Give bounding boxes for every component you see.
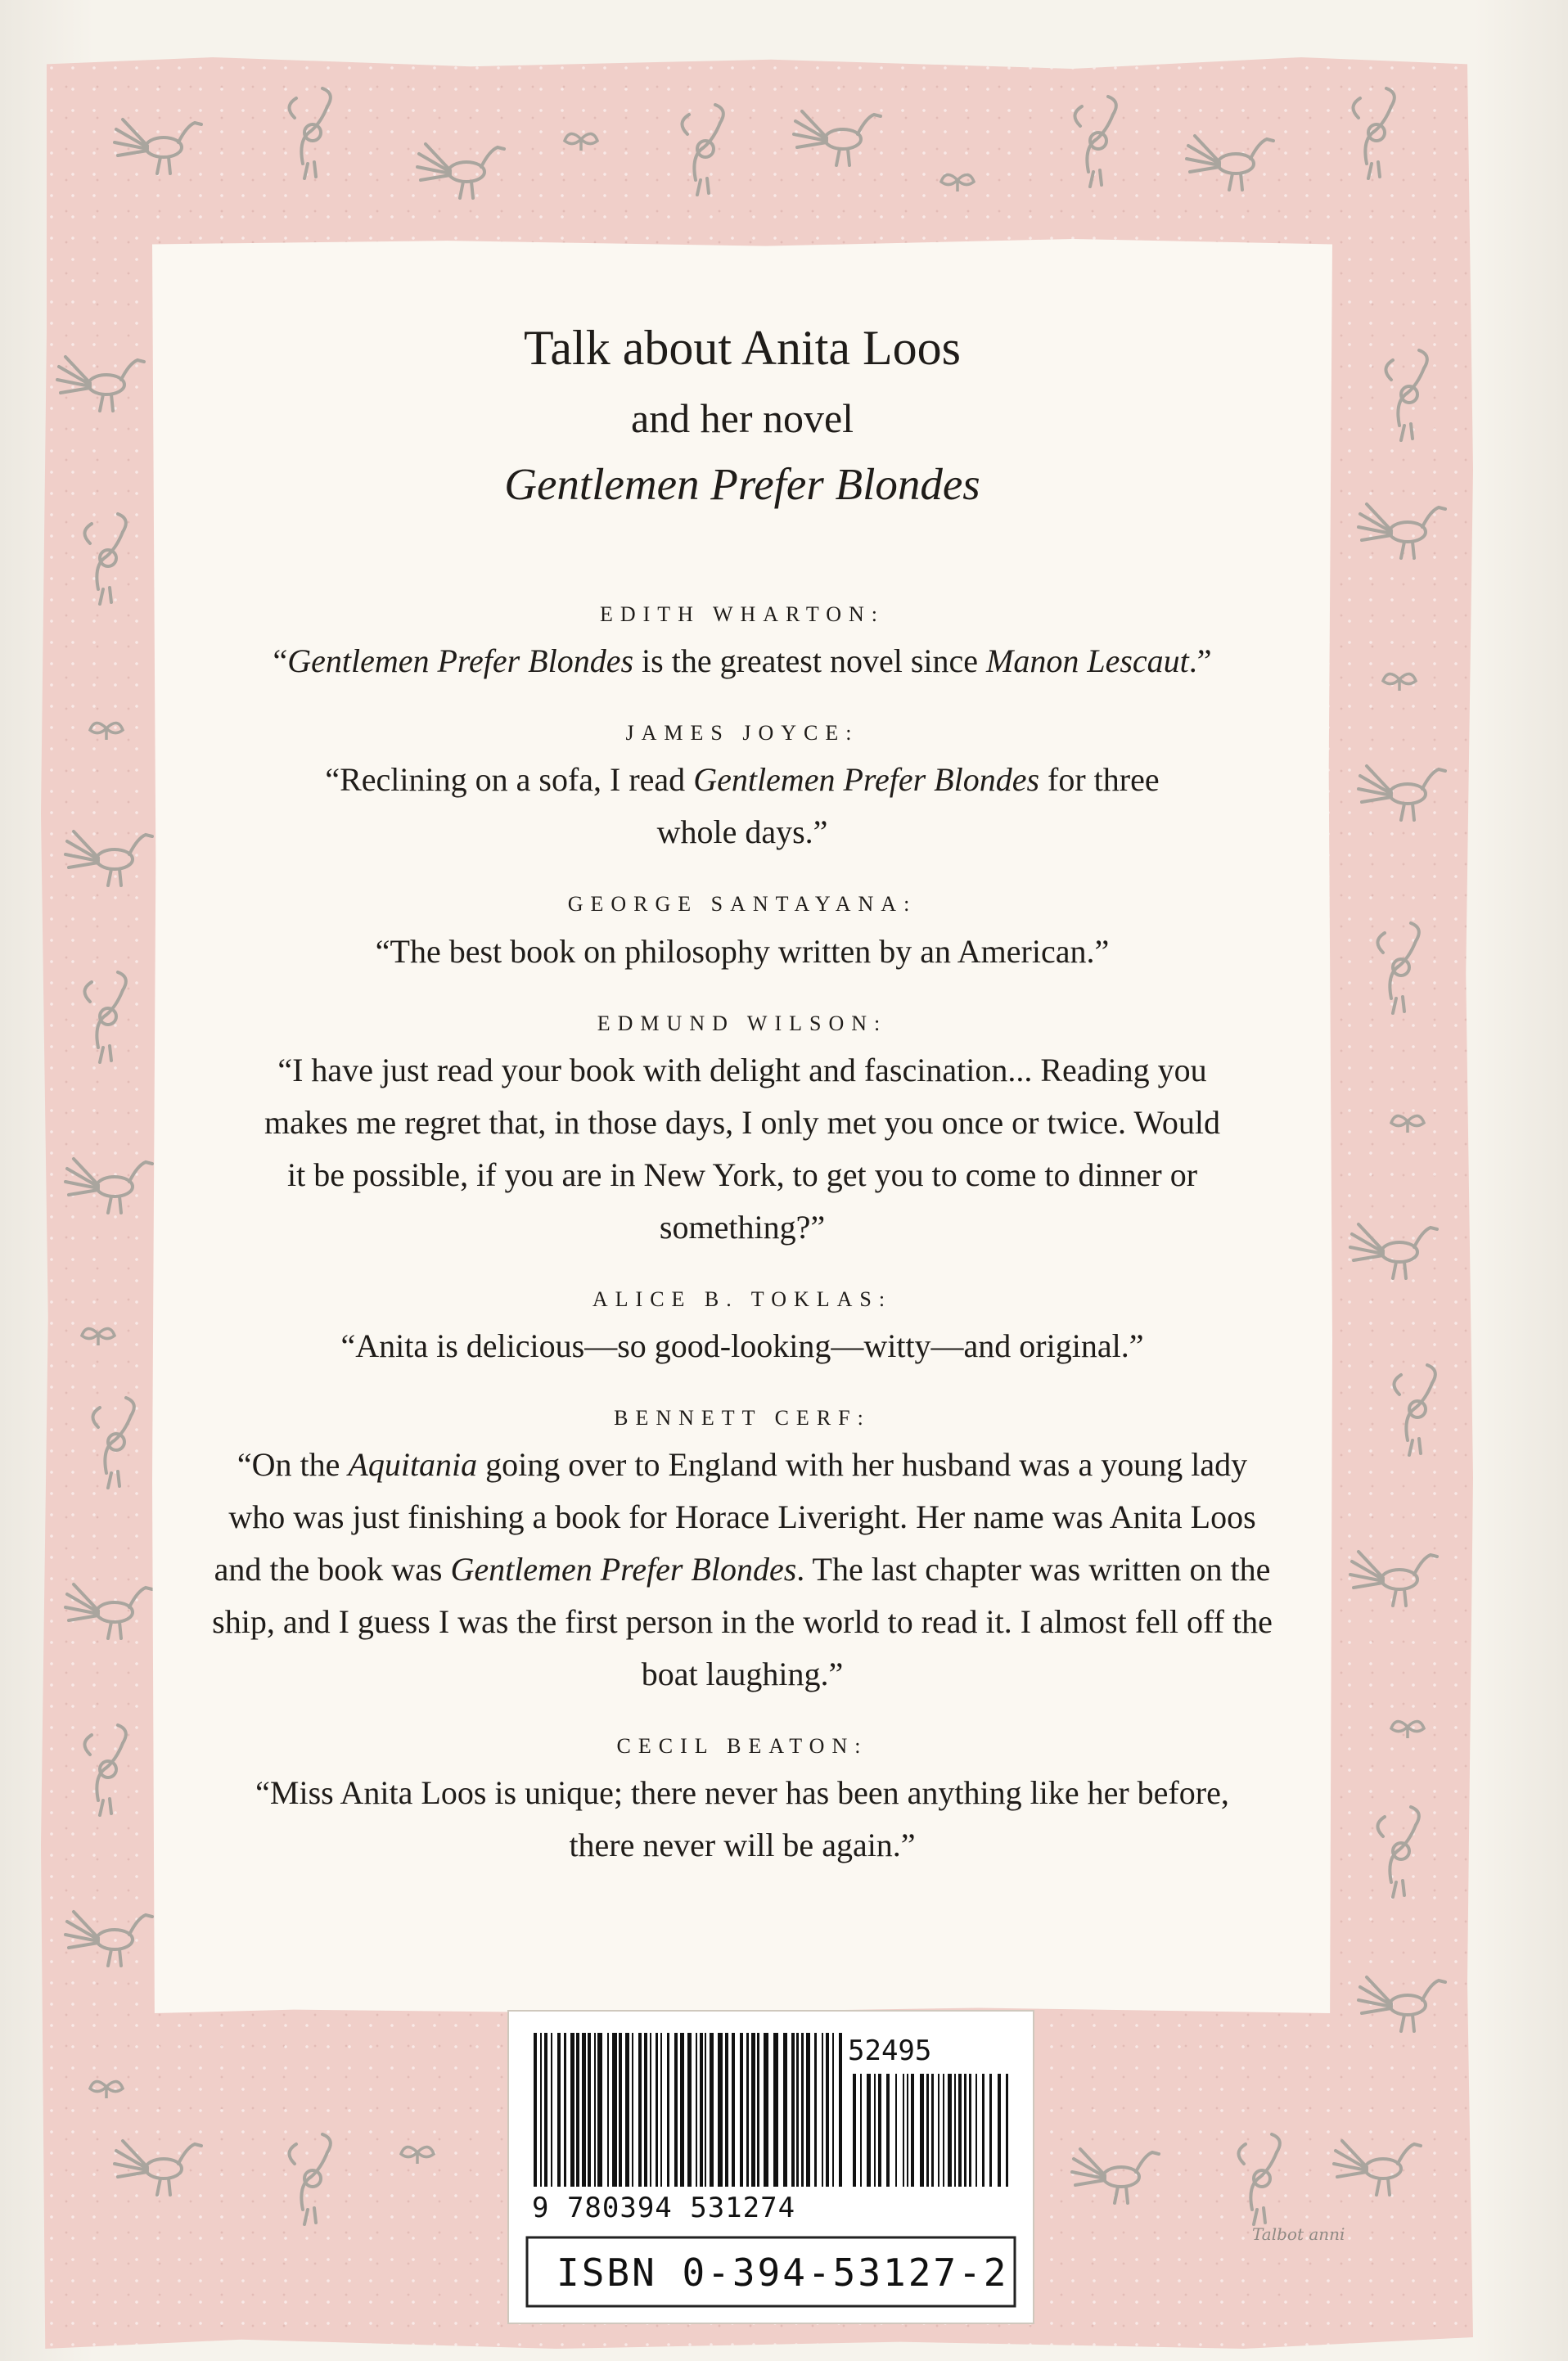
barcode-bar [839,2033,842,2187]
barcode-bar [948,2074,952,2187]
quote-block [152,1733,1332,1872]
barcode-bar [746,2033,749,2187]
barcode-bar [796,2033,799,2187]
barcode-bar [540,2033,542,2187]
barcode-bar [551,2033,552,2187]
barcode-bar [926,2074,929,2187]
quote-block [152,1405,1332,1701]
heading-line-2: and her novel [630,395,854,441]
barcode-bar [958,2074,962,2187]
barcode-bar [696,2033,697,2187]
quote-author: GEORGE SANTAYANA: [567,892,917,917]
barcode-bar [903,2074,904,2187]
barcode-number: 9 780394 531274 [532,2192,796,2224]
barcode-bar [687,2033,692,2187]
quote-text: “Miss Anita Loos is unique; there never has been anything like her before, there never will be again.” [255,1774,1229,1864]
barcode-bar [895,2074,897,2187]
barcode-bar [954,2074,956,2187]
barcode-bar [826,2033,829,2187]
quote-author: JAMES JOYCE: [625,721,859,746]
barcode-bar [911,2074,914,2187]
quote-author: ALICE B. TOKLAS: [592,1286,893,1311]
barcode-bar [725,2033,728,2187]
barcode-bar [710,2033,714,2187]
quote-block [152,891,1332,977]
quote-author: CECIL BEATON: [616,1734,868,1759]
barcode-bar [989,2074,992,2187]
barcode-bar [718,2033,723,2187]
barcode-bar [607,2033,609,2187]
quote-text: “Anita is delicious—so good-looking—witty—and original.” [340,1327,1144,1364]
barcode-bar [644,2033,647,2187]
right-birds [1350,350,1445,2031]
illustrator-signature: Talbot anni [1252,2224,1345,2244]
barcode-bar [764,2033,768,2187]
barcode-bar [822,2033,823,2187]
barcode-bar [700,2033,703,2187]
barcode-bar [732,2033,735,2187]
left-birds [57,357,152,2098]
barcode-bar [938,2074,939,2187]
barcode-bar [832,2033,834,2187]
cover-content [152,239,1332,1904]
barcode-addon-number: 52495 [848,2034,932,2067]
barcode-bar [588,2033,591,2187]
barcode-bar [705,2033,706,2187]
heading-line-1: Talk about Anita Loos [523,321,962,375]
quote-text: “The best book on philosophy written by an American.” [375,932,1110,970]
barcode-bar [557,2033,561,2187]
barcode-bar [886,2074,890,2187]
barcode-bar [874,2074,876,2187]
barcode-bar [943,2074,944,2187]
barcode-bar [576,2033,579,2187]
barcode-bar [969,2074,971,2187]
heading-book-title: Gentlemen Prefer Blondes [504,459,980,509]
barcode-bar [853,2074,856,2187]
barcode-bar [594,2033,596,2187]
barcode-bar [801,2033,804,2187]
barcode-bar [667,2033,669,2187]
barcode-bar [964,2074,966,2187]
barcode-bar [740,2033,743,2187]
barcode-bar [564,2033,566,2187]
barcode-bar [582,2033,586,2187]
barcode-bar [907,2074,908,2187]
barcode-bar [650,2033,651,2187]
barcode-bar [878,2074,881,2187]
barcode-bar [612,2033,617,2187]
barcode-bar [632,2033,633,2187]
barcode-bar [757,2033,759,2187]
barcode-bar [931,2074,934,2187]
quote-text: “Reclining on a sofa, I read Gentlemen Prefer Blondes for three whole days.” [325,761,1160,851]
quote-block [152,1286,1332,1372]
barcode-bar [860,2074,862,2187]
barcode-bar [597,2033,602,2187]
barcode-bar [660,2033,662,2187]
barcode-bar [656,2033,658,2187]
barcode-bar [806,2033,810,2187]
quote-author: EDMUND WILSON: [597,1011,888,1035]
top-birds [115,88,1395,198]
quote-author: EDITH WHARTON: [599,602,885,626]
isbn-label: ISBN 0-394-53127-2 [556,2251,1009,2295]
barcode-bar [534,2033,537,2187]
barcode-bar [998,2074,1001,2187]
quote-block [152,1011,1332,1254]
barcode-bar [975,2074,977,2187]
quotes-list [152,602,1332,1872]
barcode-bar [619,2033,622,2187]
quote-text: “On the Aquitania going over to England with her husband was a young lady who was just finishing a book for Horace Liveright. Her name was Anita Loos and the book was Gentlemen Prefer Blondes. The last chapter was written on the ship, and I guess I was the first person in the world to read it. I almost fell off the boat laughing.” [212,1446,1273,1693]
barcode-sticker [507,2010,1034,2324]
barcode-bar [544,2033,547,2187]
barcode-bar [920,2074,924,2187]
barcode-bar [867,2074,871,2187]
barcode-bar [773,2033,778,2187]
barcode-bar [1006,2074,1008,2187]
barcode-bar [570,2033,574,2187]
barcode-bar [982,2074,985,2187]
quote-text: “Gentlemen Prefer Blondes is the greatest novel since Manon Lescaut.” [273,642,1212,680]
quote-block [152,602,1332,687]
barcode-bar [791,2033,795,2187]
barcode-bar [783,2033,787,2187]
barcode-bar [680,2033,684,2187]
barcode-bar [751,2033,755,2187]
quote-text: “I have just read your book with delight and fascination... Reading you makes me regret that, in those days, I only met you once or twice. Would it be possible, if you are in New York, to get you to come to dinner or something?” [264,1051,1220,1246]
quote-author: BENNETT CERF: [614,1405,871,1430]
quote-block [152,720,1332,858]
barcode-bar [638,2033,642,2187]
barcode-bar [674,2033,678,2187]
barcode-bar [625,2033,629,2187]
barcode-bar [814,2033,817,2187]
